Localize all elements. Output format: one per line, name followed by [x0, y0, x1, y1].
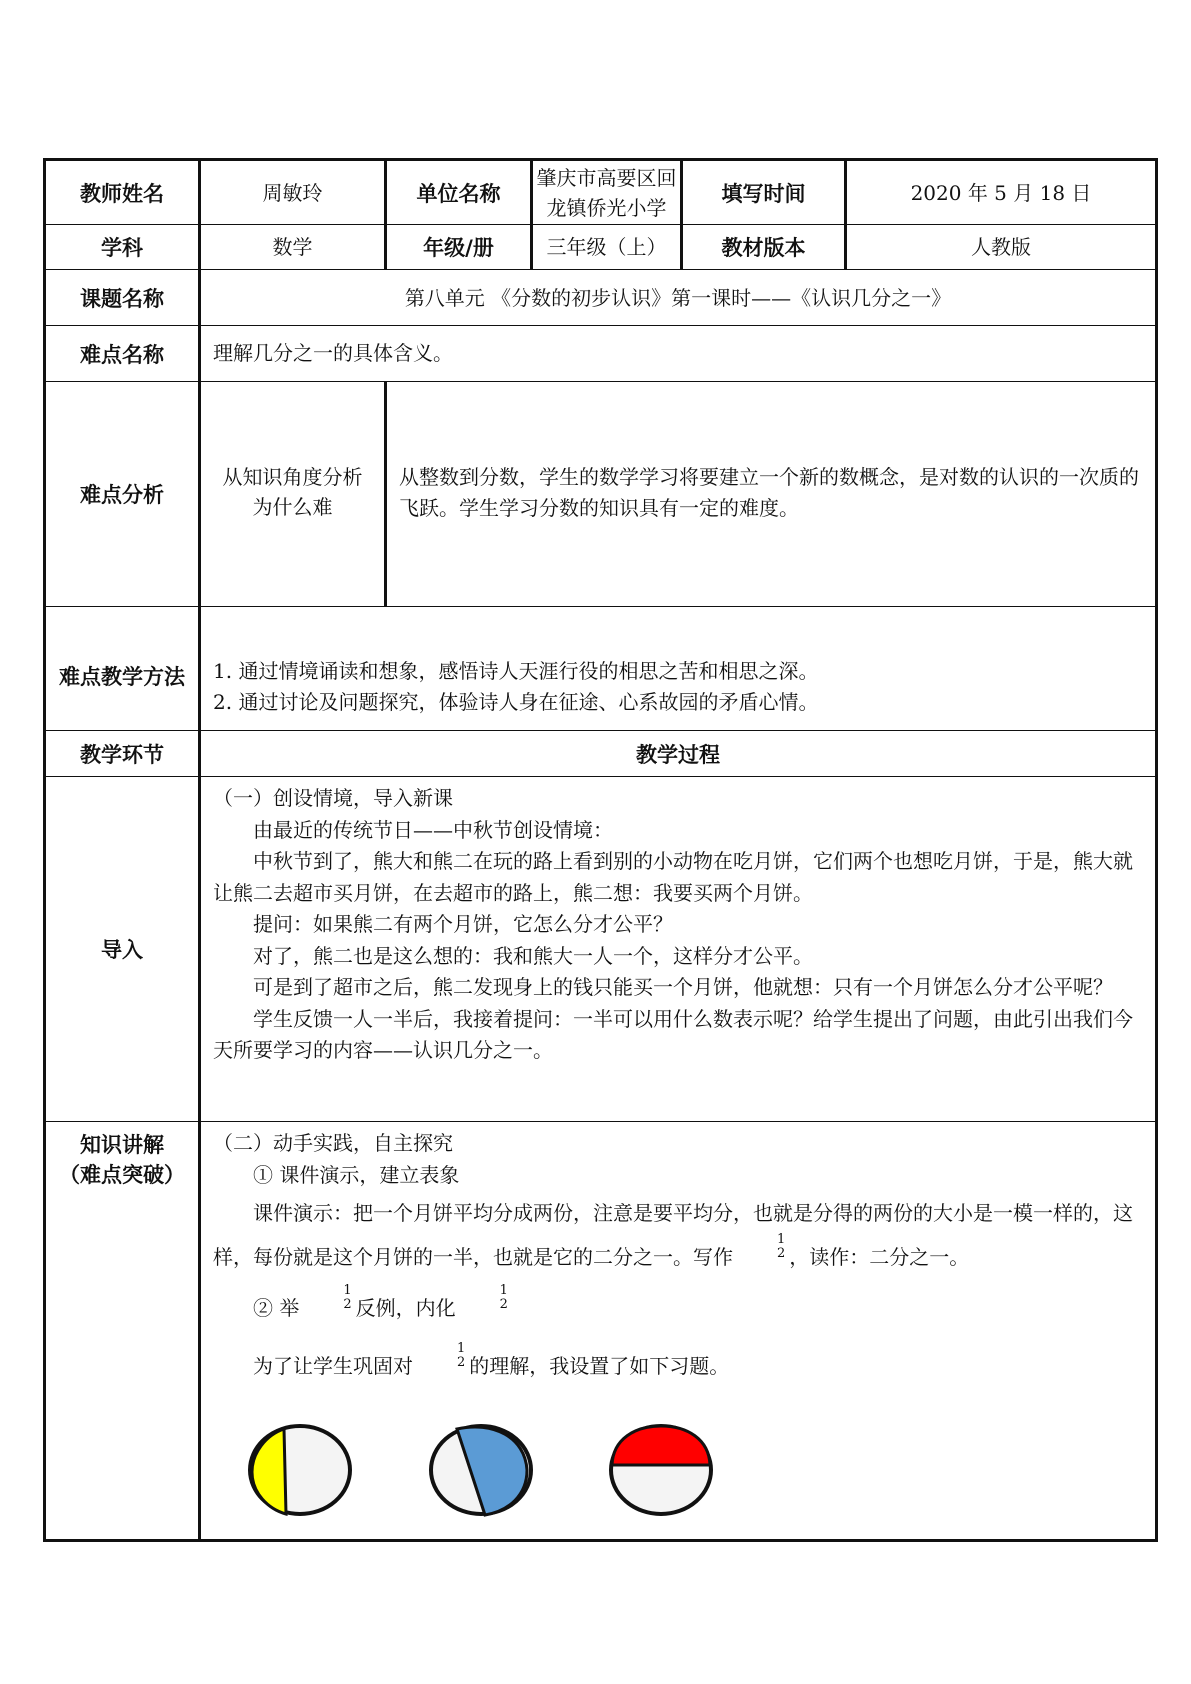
grade-label: 年级/册 [386, 225, 532, 270]
knowledge-exercise [213, 1337, 1143, 1395]
difficulty-value: 理解几分之一的具体含义。 [213, 341, 453, 365]
intro-paragraph-1: 由最近的传统节日——中秋节创设情境： [253, 817, 613, 842]
knowledge-body [201, 1122, 1155, 1539]
analysis-row [45, 382, 1157, 607]
analysis-sub-label-line2: 为什么难 [252, 495, 333, 519]
knowledge-heading: （二）动手实践，自主探究 [213, 1131, 453, 1155]
process-header: 教学过程 [200, 731, 1157, 777]
knowledge-label-line2: （难点突破） [59, 1163, 185, 1187]
fraction-half-4: 1 2 [457, 1340, 466, 1370]
yellow-half-circle-figure [238, 1415, 358, 1525]
knowledge-step-2-text-a: ② 举 [253, 1296, 300, 1320]
fraction-half-2: 1 2 [343, 1282, 352, 1312]
method-label: 难点教学方法 [45, 607, 200, 731]
analysis-text: 从整数到分数，学生的数学学习将要建立一个新的数概念，是对数的认识的一次质的飞跃。学生学习分数的知识具有一定的难度。 [399, 465, 1139, 520]
header-row-2 [45, 225, 1157, 270]
intro-row [45, 777, 1157, 1122]
intro-paragraph-5: 可是到了超市之后，熊二发现身上的钱只能买一个月饼，他就想：只有一个月饼怎么分才公平呢？ [253, 975, 1113, 999]
grade-value: 三年级（上） [532, 225, 682, 270]
knowledge-step-2-text-b: 反例，内化 [355, 1296, 456, 1320]
knowledge-exercise-text-b: 的理解，我设置了如下习题。 [469, 1354, 730, 1378]
blue-half-circle-figure [423, 1415, 543, 1525]
unit-label: 单位名称 [386, 160, 532, 225]
topic-row [45, 270, 1157, 326]
knowledge-label [45, 1122, 200, 1541]
subject-value: 数学 [200, 225, 386, 270]
edition-label: 教材版本 [682, 225, 846, 270]
analysis-sub-label-line1: 从知识角度分析 [222, 465, 363, 489]
unit-value-line1: 肇庆市高要区回 [536, 165, 677, 190]
edition-value: 人教版 [846, 225, 1157, 270]
difficulty-label: 难点名称 [45, 326, 200, 382]
analysis-sub-label [200, 382, 386, 607]
method-line-1: 1. 通过情境诵读和想象，感悟诗人天涯行役的相思之苦和相思之深。 [213, 659, 819, 683]
date-value: 2020 年 5 月 18 日 [846, 160, 1157, 225]
intro-paragraph-6: 学生反馈一人一半后，我接着提问：一半可以用什么数表示呢？给学生提出了问题，由此引出我们今天所要学习的内容——认识几分之一。 [213, 1006, 1133, 1062]
process-header-row [45, 731, 1157, 777]
intro-heading: （一）创设情境，导入新课 [213, 786, 453, 810]
knowledge-label-line1: 知识讲解 [80, 1133, 164, 1157]
knowledge-step-1: ① 课件演示，建立表象 [253, 1162, 460, 1187]
unit-value [532, 160, 682, 225]
difficulty-row [45, 326, 1157, 382]
stage-header: 教学环节 [45, 731, 200, 777]
teacher-label: 教师姓名 [45, 160, 200, 225]
date-label: 填写时间 [682, 160, 846, 225]
red-half-circle-figure [603, 1415, 723, 1525]
header-row-1 [45, 160, 1157, 225]
intro-body [201, 777, 1155, 1075]
knowledge-demo-text-a: 课件演示：把一个月饼平均分成两份，注意是要平均分，也就是分得的两份的大小是一模一样的，这样，每份就是这个月饼的一半，也就是它的二分之一。写作 [213, 1201, 1133, 1269]
intro-paragraph-3: 提问：如果熊二有两个月饼，它怎么分才公平？ [253, 912, 673, 936]
method-line-2: 2. 通过讨论及问题探究，体验诗人身在征途、心系故园的矛盾心情。 [213, 690, 819, 714]
intro-label: 导入 [45, 777, 200, 1122]
lesson-plan-table [43, 158, 1158, 1542]
fraction-half-1: 1 2 [777, 1231, 786, 1261]
knowledge-exercise-text-a: 为了让学生巩固对 [253, 1354, 413, 1378]
knowledge-step-2 [213, 1279, 1143, 1337]
knowledge-row [45, 1122, 1157, 1541]
exercise-figures [213, 1415, 1143, 1531]
subject-label: 学科 [45, 225, 200, 270]
method-row [45, 607, 1157, 731]
intro-paragraph-4: 对了，熊二也是这么想的：我和熊大一人一个，这样分才公平。 [253, 943, 813, 968]
topic-value: 第八单元 《分数的初步认识》第一课时——《认识几分之一》 [200, 270, 1157, 326]
unit-value-line2: 龙镇侨光小学 [546, 195, 667, 220]
knowledge-demo [213, 1191, 1143, 1279]
intro-paragraph-2: 中秋节到了，熊大和熊二在玩的路上看到别的小动物在吃月饼，它们两个也想吃月饼，于是，熊大就让熊二去超市买月饼，在去超市的路上，熊二想：我要买两个月饼。 [213, 849, 1133, 905]
analysis-label: 难点分析 [45, 382, 200, 607]
knowledge-demo-text-b: ，读作：二分之一。 [789, 1245, 970, 1269]
fraction-half-3: 1 2 [499, 1282, 508, 1312]
lesson-plan-sheet [43, 158, 1155, 1542]
topic-label: 课题名称 [45, 270, 200, 326]
teacher-value: 周敏玲 [200, 160, 386, 225]
